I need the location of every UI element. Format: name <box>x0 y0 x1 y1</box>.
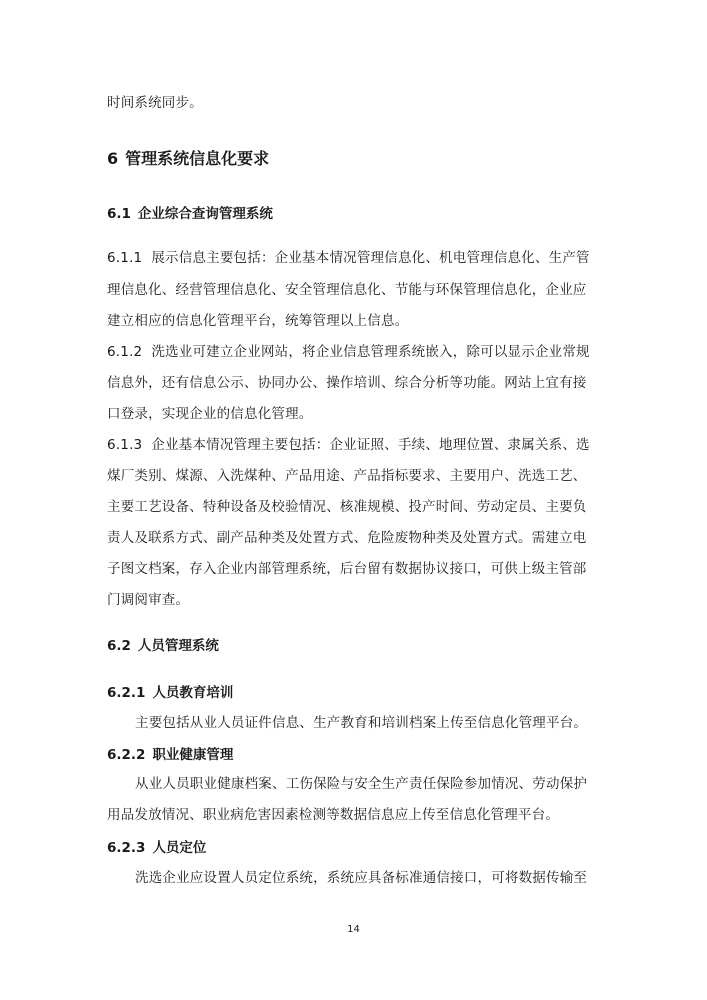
section-number: 6.2.2 <box>107 747 146 763</box>
paragraph-line: 子图文档案，存入企业内部管理系统，后台留有数据协议接口，可供上级主管部 <box>107 561 587 577</box>
section-title: 人员教育培训 <box>152 685 234 701</box>
paragraph-line: 6.1.1 展示信息主要包括：企业基本情况管理信息化、机电管理信息化、生产管 <box>107 250 590 266</box>
section-number: 6.2 <box>107 638 131 654</box>
paragraph-line: 主要包括从业人员证件信息、生产教育和培训档案上传至信息化管理平台。 <box>135 715 588 731</box>
paragraph-line: 建立相应的信息化管理平台，统筹管理以上信息。 <box>107 313 409 329</box>
section-6-2-3-heading <box>107 838 206 858</box>
paragraph-line: 责人及联系方式、副产品种类及处置方式、危险废物种类及处置方式。需建立电 <box>107 530 587 546</box>
section-number: 6.2.1 <box>107 685 146 701</box>
section-title: 企业综合查询管理系统 <box>137 206 273 222</box>
section-number: 6 <box>107 149 119 168</box>
clause-number: 6.1.2 <box>107 344 143 360</box>
section-title: 管理系统信息化要求 <box>125 149 270 168</box>
section-6-2-1-heading <box>107 683 233 703</box>
paragraph-line: 门调阅审查。 <box>107 592 190 608</box>
top-fragment: 时间系统同步。 <box>107 95 203 111</box>
page-number: 14 <box>347 924 360 935</box>
section-title: 人员定位 <box>152 840 207 856</box>
paragraph-line: 煤厂类别、煤源、入洗煤种、产品用途、产品指标要求、主要用户、洗选工艺、 <box>107 468 587 484</box>
section-number: 6.2.3 <box>107 840 146 856</box>
section-6-1-heading <box>107 204 273 224</box>
paragraph-line: 用品发放情况、职业病危害因素检测等数据信息应上传至信息化管理平台。 <box>107 807 560 823</box>
section-6-2-heading <box>107 636 219 656</box>
paragraph-line: 从业人员职业健康档案、工伤保险与安全生产责任保险参加情况、劳动保护 <box>135 776 588 792</box>
paragraph-line: 主要工艺设备、特种设备及校验情况、核准规模、投产时间、劳动定员、主要负 <box>107 499 587 515</box>
section-title: 人员管理系统 <box>137 638 219 654</box>
paragraph-line: 洗选企业应设置人员定位系统，系统应具备标准通信接口，可将数据传输至 <box>135 870 588 886</box>
section-6-2-2-heading <box>107 745 233 765</box>
paragraph-line: 理信息化、经营管理信息化、安全管理信息化、节能与环保管理信息化，企业应 <box>107 282 587 298</box>
paragraph-line: 6.1.3 企业基本情况管理主要包括：企业证照、手续、地理位置、隶属关系、选 <box>107 437 590 453</box>
section-title: 职业健康管理 <box>152 747 234 763</box>
clause-number: 6.1.3 <box>107 437 143 453</box>
section-6-heading <box>107 148 269 170</box>
paragraph-line: 信息外，还有信息公示、协同办公、操作培训、综合分析等功能。网站上宜有接 <box>107 375 587 391</box>
paragraph-line: 口登录，实现企业的信息化管理。 <box>107 406 313 422</box>
section-number: 6.1 <box>107 206 131 222</box>
paragraph-line: 6.1.2 洗选业可建立企业网站，将企业信息管理系统嵌入，除可以显示企业常规 <box>107 344 590 360</box>
clause-number: 6.1.1 <box>107 250 143 266</box>
